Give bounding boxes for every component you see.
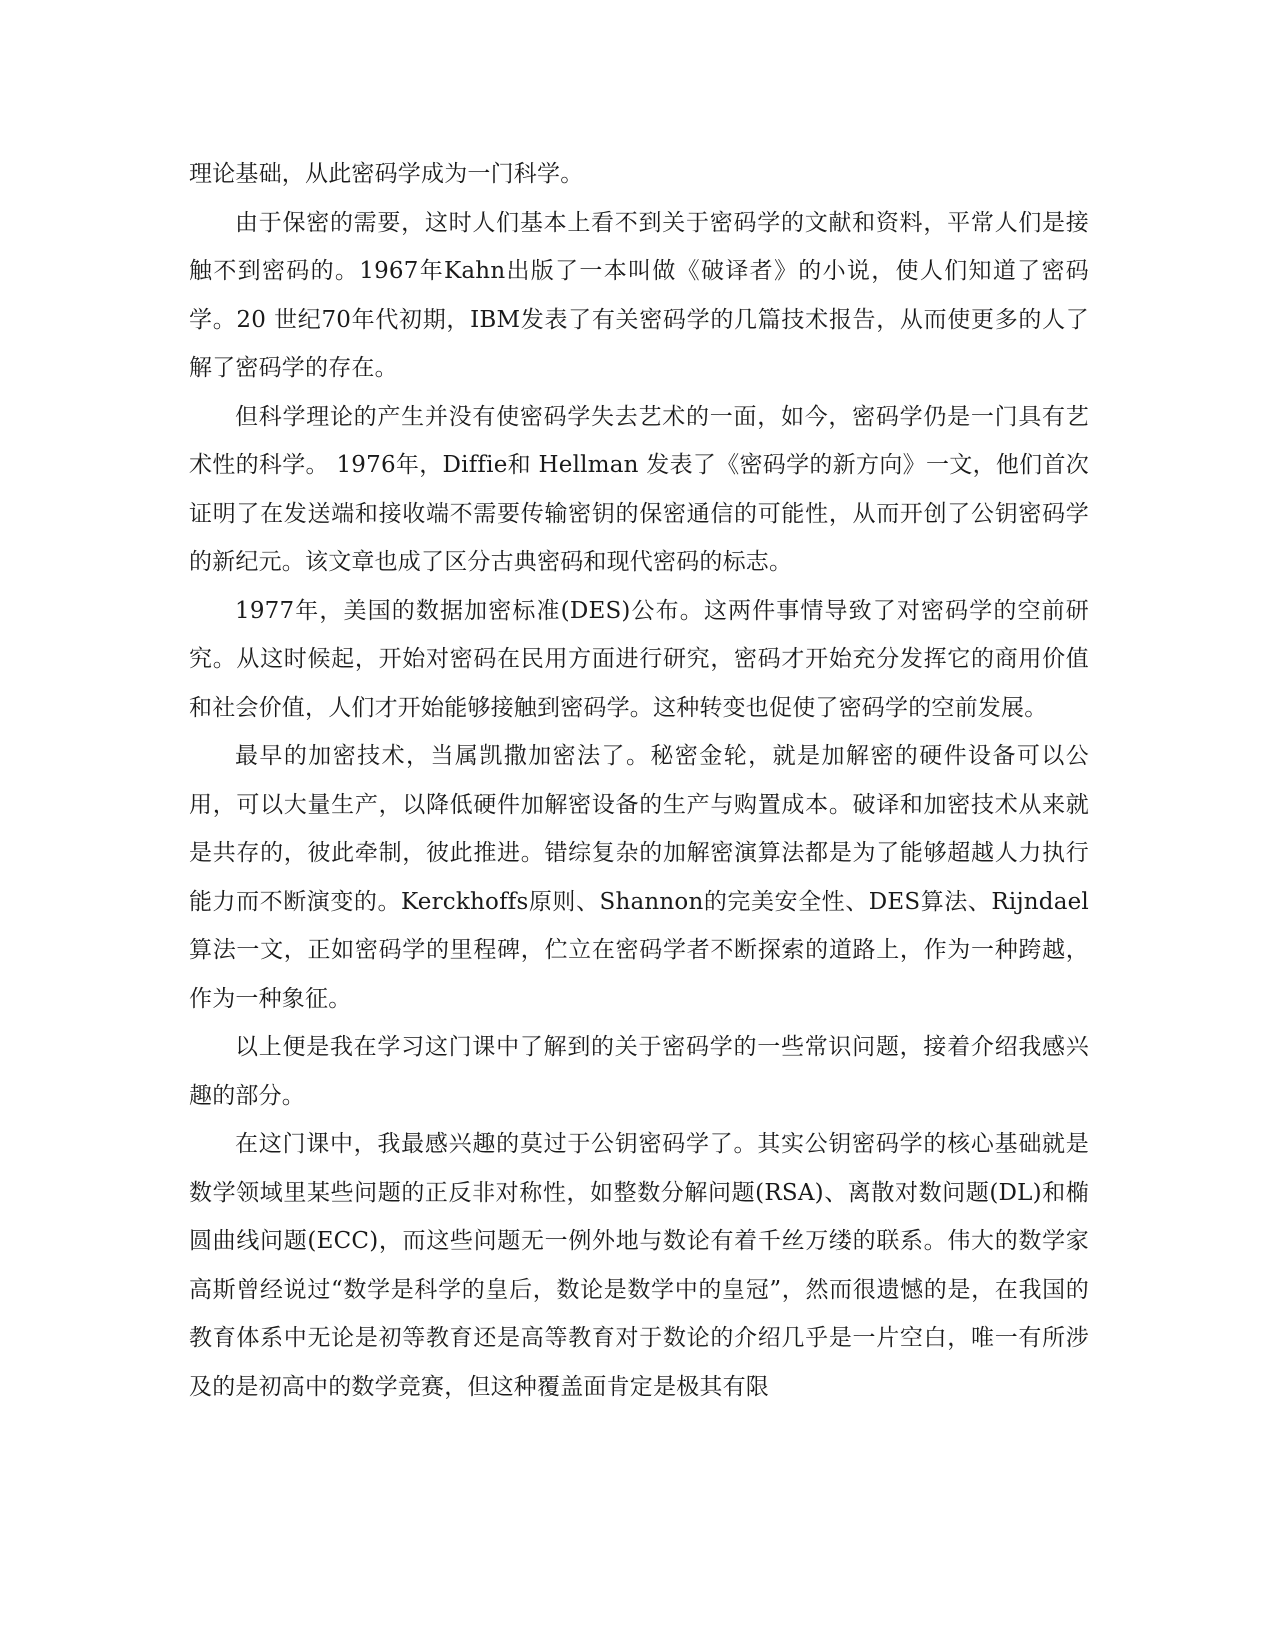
- paragraph-early-encryption: 最早的加密技术，当属凯撒加密法了。秘密金轮，就是加解密的硬件设备可以公用，可以大量生产，以降低硬件加解密设备的生产与购置成本。破译和加密技术从来就是共存的，彼此牵制，彼此推进。错综复杂的加解密演算法都是为了能够超越人力执行能力而不断演变的。Kerckhoffs原则、Shannon的完美安全性、DES算法、Rijndael算法一文，正如密码学的里程碑，伫立在密码学者不断探索的道路上，作为一种跨越，作为一种象征。: [189, 743, 1089, 1012]
- document-body: [189, 150, 1089, 1411]
- paragraph-des-1977: 1977年，美国的数据加密标准(DES)公布。这两件事情导致了对密码学的空前研究。从这时候起，开始对密码在民用方面进行研究，密码才开始充分发挥它的商用价值和社会价值，人们才开始能够接触到密码学。这种转变也促使了密码学的空前发展。: [189, 597, 1089, 721]
- paragraph-continuation: 理论基础，从此密码学成为一门科学。: [189, 161, 584, 187]
- paragraph-public-key-interest: 在这门课中，我最感兴趣的莫过于公钥密码学了。其实公钥密码学的核心基础就是数学领域里某些问题的正反非对称性，如整数分解问题(RSA)、离散对数问题(DL)和椭圆曲线问题(ECC)，而这些问题无一例外地与数论有着千丝万缕的联系。伟大的数学家高斯曾经说过“数学是科学的皇后，数论是数学中的皇冠”，然而很遗憾的是，在我国的教育体系中无论是初等教育还是高等教育对于数论的介绍几乎是一片空白，唯一有所涉及的是初高中的数学竞赛，但这种覆盖面肯定是极其有限: [189, 1131, 1089, 1400]
- paragraph-secrecy-history: 由于保密的需要，这时人们基本上看不到关于密码学的文献和资料，平常人们是接触不到密码的。1967年Kahn出版了一本叫做《破译者》的小说，使人们知道了密码学。20 世纪70年代初期，IBM发表了有关密码学的几篇技术报告，从而使更多的人了解了密码学的存在。: [189, 209, 1089, 381]
- paragraph-science-and-art: 但科学理论的产生并没有使密码学失去艺术的一面，如今，密码学仍是一门具有艺术性的科学。 1976年，Diffie和 Hellman 发表了《密码学的新方向》一文，他们首次证明了在发送端和接收端不需要传输密钥的保密通信的可能性，从而开创了公钥密码学的新纪元。该文章也成了区分古典密码和现代密码的标志。: [189, 403, 1089, 575]
- paragraph-summary: 以上便是我在学习这门课中了解到的关于密码学的一些常识问题，接着介绍我感兴趣的部分。: [189, 1034, 1089, 1109]
